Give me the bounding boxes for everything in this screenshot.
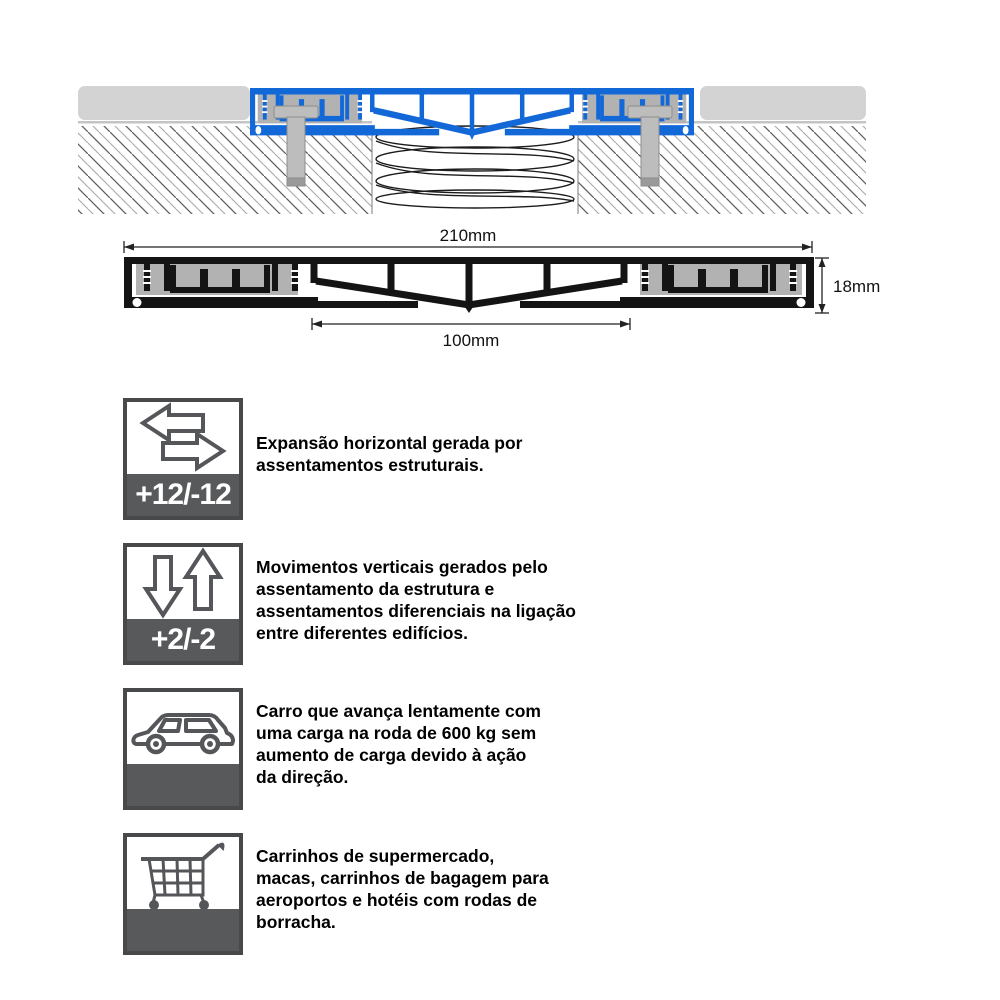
load-block-car	[123, 688, 243, 810]
load-block-trolley	[123, 833, 243, 955]
text-line: borracha.	[256, 912, 336, 932]
floor-tile-left	[78, 86, 250, 120]
vertical-movement-description	[256, 556, 616, 644]
dimension-drawing	[124, 226, 880, 350]
text-line: aeroportos e hotéis com rodas de	[256, 890, 538, 910]
gap-width-label: 100mm	[442, 331, 500, 350]
profile-cross-section-black	[124, 257, 814, 313]
installation-section-diagram	[78, 86, 866, 214]
text-line: Expansão horizontal gerada por	[256, 433, 523, 453]
text-line: uma carga na roda de 600 kg sem	[256, 723, 537, 743]
car-load-value	[127, 764, 239, 806]
text-line: Movimentos verticais gerados pelo	[256, 557, 548, 577]
car-icon	[127, 692, 239, 764]
text-line: assentamento da estrutura e	[256, 579, 495, 599]
vertical-arrows-icon	[127, 547, 239, 619]
technical-drawings	[0, 0, 1000, 380]
trolley-load-value	[127, 909, 239, 951]
dimension-100mm	[312, 318, 630, 330]
foam-filler	[376, 126, 574, 208]
text-line: Carro que avança lentamente com	[256, 701, 541, 721]
horizontal-movement-value: +12/-12	[127, 474, 239, 516]
text-line: assentamentos diferenciais na ligação	[256, 601, 576, 621]
text-line: entre diferentes edifícios.	[256, 623, 469, 643]
text-line: assentamentos estruturais.	[256, 455, 484, 475]
movement-block-vertical	[123, 543, 243, 665]
text-line: macas, carrinhos de bagagem para	[256, 868, 549, 888]
car-load-description	[256, 700, 616, 788]
shopping-cart-icon	[127, 837, 239, 909]
text-line: aumento de carga devido à ação	[256, 745, 527, 765]
horizontal-movement-description	[256, 432, 616, 476]
concrete-slab-right	[578, 126, 866, 214]
horizontal-arrows-icon	[127, 402, 239, 474]
movement-block-horizontal	[123, 398, 243, 520]
vertical-movement-value: +2/-2	[127, 619, 239, 661]
total-width-label: 210mm	[439, 226, 497, 245]
floor-tile-right	[700, 86, 866, 120]
text-line: Carrinhos de supermercado,	[256, 846, 495, 866]
text-line: da direção.	[256, 767, 349, 787]
height-label: 18mm	[833, 277, 881, 296]
concrete-slab-left	[78, 126, 372, 214]
trolley-load-description	[256, 845, 616, 933]
